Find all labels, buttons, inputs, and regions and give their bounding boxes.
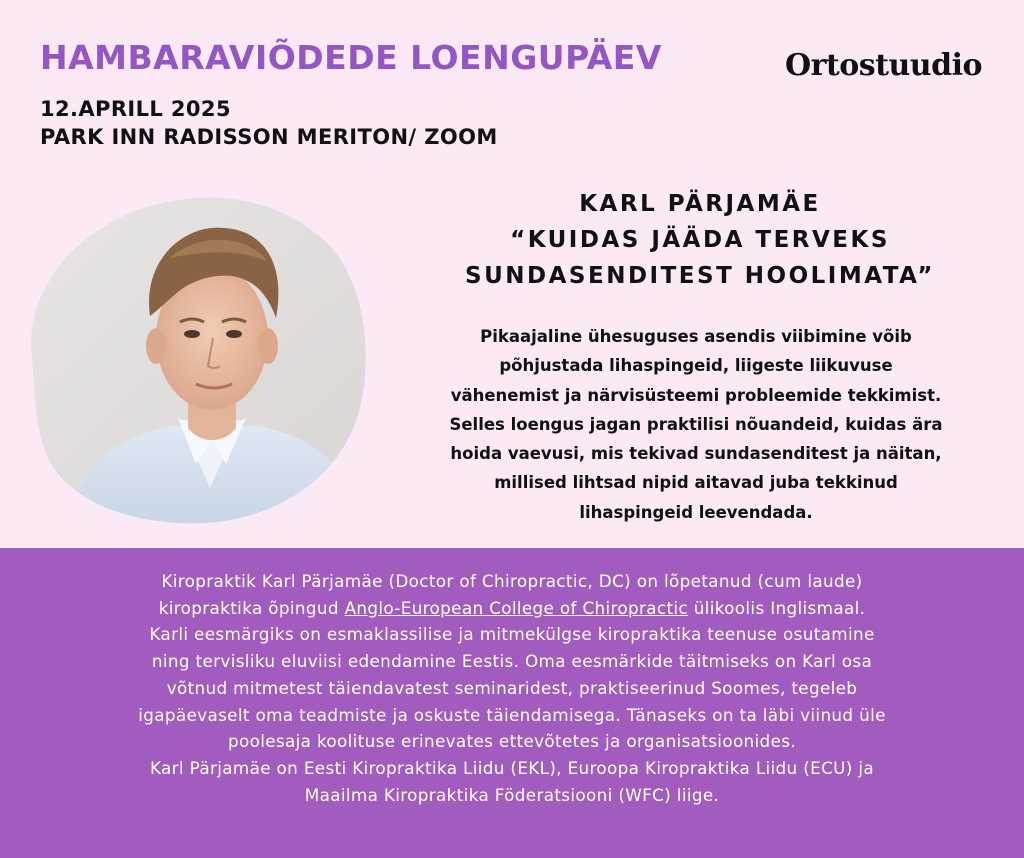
abstract-line: lihaspingeid leevendada. [579, 502, 813, 522]
abstract-line: vähenemist ja närvisüsteemi probleemide tekkimist. [450, 385, 942, 405]
college-link[interactable]: Anglo-European College of Chiropractic [344, 597, 689, 618]
talk-abstract [372, 322, 1020, 527]
bio-line: poolesaja koolituse erinevates ettevõtetes ja organisatsioonides. [227, 731, 797, 752]
speaker-portrait-photo [10, 188, 374, 524]
event-date: 12.APRILL 2025 [40, 97, 231, 121]
abstract-line: millised lihtsad nipid aitavad juba tekkinud [494, 473, 898, 493]
bio-text-segment: kiropraktika õpingud [158, 597, 345, 618]
bio-line: Kiropraktik Karl Pärjamäe (Doctor of Chiropractic, DC) on lõpetanud (cum laude) [161, 571, 863, 591]
speaker-bio-section [0, 548, 1024, 858]
speaker-name: KARL PÄRJAMÄE [579, 191, 821, 217]
bio-line: ning tervisliku eluviisi edendamine Eestis. Oma eesmärkide täitmiseks on Karl osa [151, 651, 873, 672]
ortostuudio-logo: Ortostuudio [784, 48, 982, 83]
bio-line: Maailma Kiropraktika Föderatsiooni (WFC) liige. [304, 784, 720, 805]
talk-title-line-2: SUNDASENDITEST HOOLIMATA” [465, 263, 935, 289]
abstract-line: hoida vaevusi, mis tekivad sundasenditest ja näitan, [450, 444, 942, 464]
abstract-line: Pikaajaline ühesuguses asendis viibimine võib [480, 327, 912, 346]
event-title: HAMBARAVIÕDEDE LOENGUPÄEV [40, 38, 662, 77]
portrait-image-group [10, 188, 374, 524]
bio-line: Karl Pärjamäe on Eesti Kiropraktika Liidu (EKL), Euroopa Kiropraktika Liidu (ECU) ja [149, 757, 875, 778]
bio-line [0, 595, 1024, 622]
abstract-line: Selles loengus jagan praktilisi nõuandeid, kuidas ära [449, 414, 943, 434]
speaker-bio-text [0, 568, 1024, 808]
bio-line: võtnud mitmetest täiendavatest seminaridest, praktiseerinud Soomes, tegeleb [166, 677, 858, 698]
event-venue: PARK INN RADISSON MERITON/ ZOOM [40, 125, 498, 149]
abstract-line: põhjustada lihaspingeid, liigeste liikuvuse [499, 356, 893, 376]
bio-line: Karli eesmärgiks on esmaklassilise ja mitmekülgse kiropraktika teenuse osutamine [149, 624, 875, 645]
talk-title-line-1: “KUIDAS JÄÄDA TERVEKS [510, 227, 890, 253]
talk-heading [400, 186, 1000, 294]
bio-line: igapäevaselt oma teadmiste ja oskuste täiendamisega. Tänaseks on ta läbi viinud üle [138, 704, 886, 725]
bio-text-segment: ülikoolis Inglismaal. [688, 597, 866, 618]
